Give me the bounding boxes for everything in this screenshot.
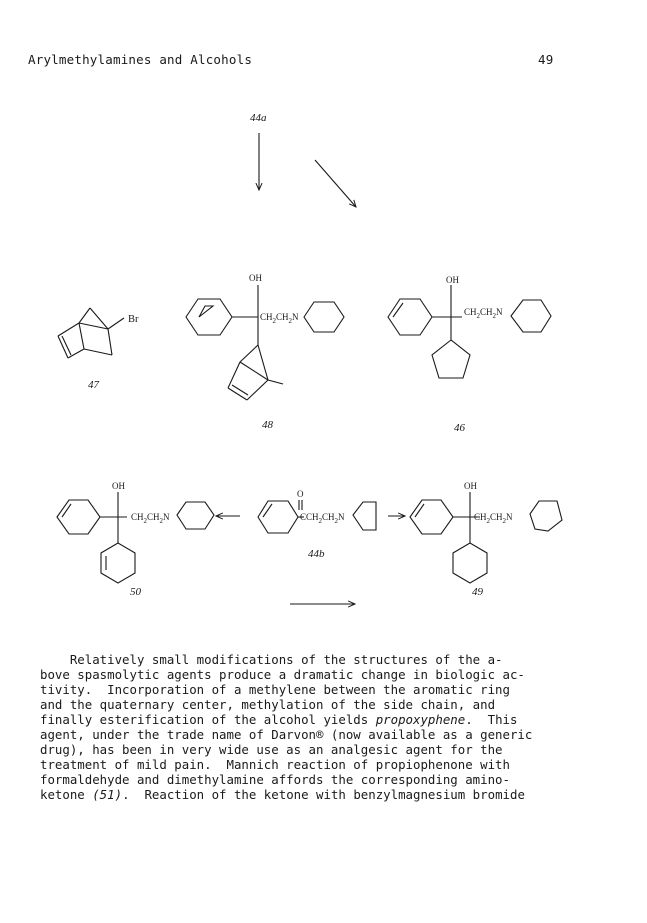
- term-propoxyphene: propoxyphene: [375, 712, 466, 727]
- chain-44b: $CCH_2CH_2N$: [300, 512, 345, 525]
- label-46: 46: [454, 422, 465, 434]
- label-47: 47: [88, 379, 99, 391]
- body-line-5: finally esterification of the alcohol yields propoxyphene. This: [40, 712, 518, 727]
- atom-oh-49: OH: [464, 481, 477, 491]
- compound-50-structure: [57, 492, 214, 583]
- label-44a: 44a: [250, 112, 267, 124]
- body-line-1: Relatively small modifications of the structures of the a-: [40, 652, 503, 667]
- reference-51: (51): [92, 787, 123, 802]
- body-line-7: drug), has been in very wide use as an analgesic agent for the: [40, 742, 503, 757]
- chain-46: $CH_2CH_2N$: [464, 307, 503, 320]
- body-line-3: tivity. Incorporation of a methylene between the aromatic ring: [40, 682, 510, 697]
- atom-oh-48: OH: [249, 273, 262, 283]
- body-line-8: treatment of mild pain. Mannich reaction of propiophenone with: [40, 757, 510, 772]
- label-44b: 44b: [308, 548, 325, 560]
- atom-o-44b: O: [297, 489, 304, 499]
- label-50: 50: [130, 586, 141, 598]
- label-49: 49: [472, 586, 483, 598]
- body-paragraph: [40, 652, 635, 802]
- body-line-10: ketone (51). Reaction of the ketone with benzylmagnesium bromide: [40, 787, 525, 802]
- compound-48-structure: [186, 285, 344, 400]
- compound-46-structure: [388, 285, 551, 378]
- running-title: Arylmethylamines and Alcohols: [28, 52, 253, 67]
- compound-47-structure: [58, 308, 124, 358]
- body-line-9: formaldehyde and dimethylamine affords the corresponding amino-: [40, 772, 510, 787]
- atom-oh-46: OH: [446, 275, 459, 285]
- atom-br-47: Br: [128, 314, 139, 325]
- body-line-2: bove spasmolytic agents produce a dramatic change in biologic ac-: [40, 667, 525, 682]
- chain-50: $CH_2CH_2N$: [131, 512, 170, 525]
- body-line-6: agent, under the trade name of Darvon® (now available as a generic: [40, 727, 533, 742]
- arrow-diagonal: [315, 160, 356, 207]
- label-48: 48: [262, 419, 273, 431]
- compound-49-structure: [410, 492, 562, 583]
- chain-48: $CH_2CH_2N$: [260, 312, 299, 325]
- atom-oh-50: OH: [112, 481, 125, 491]
- page-number: 49: [538, 52, 554, 67]
- chain-49: $CH_2CH_2N$: [474, 512, 513, 525]
- body-line-4: and the quaternary center, methylation of the side chain, and: [40, 697, 496, 712]
